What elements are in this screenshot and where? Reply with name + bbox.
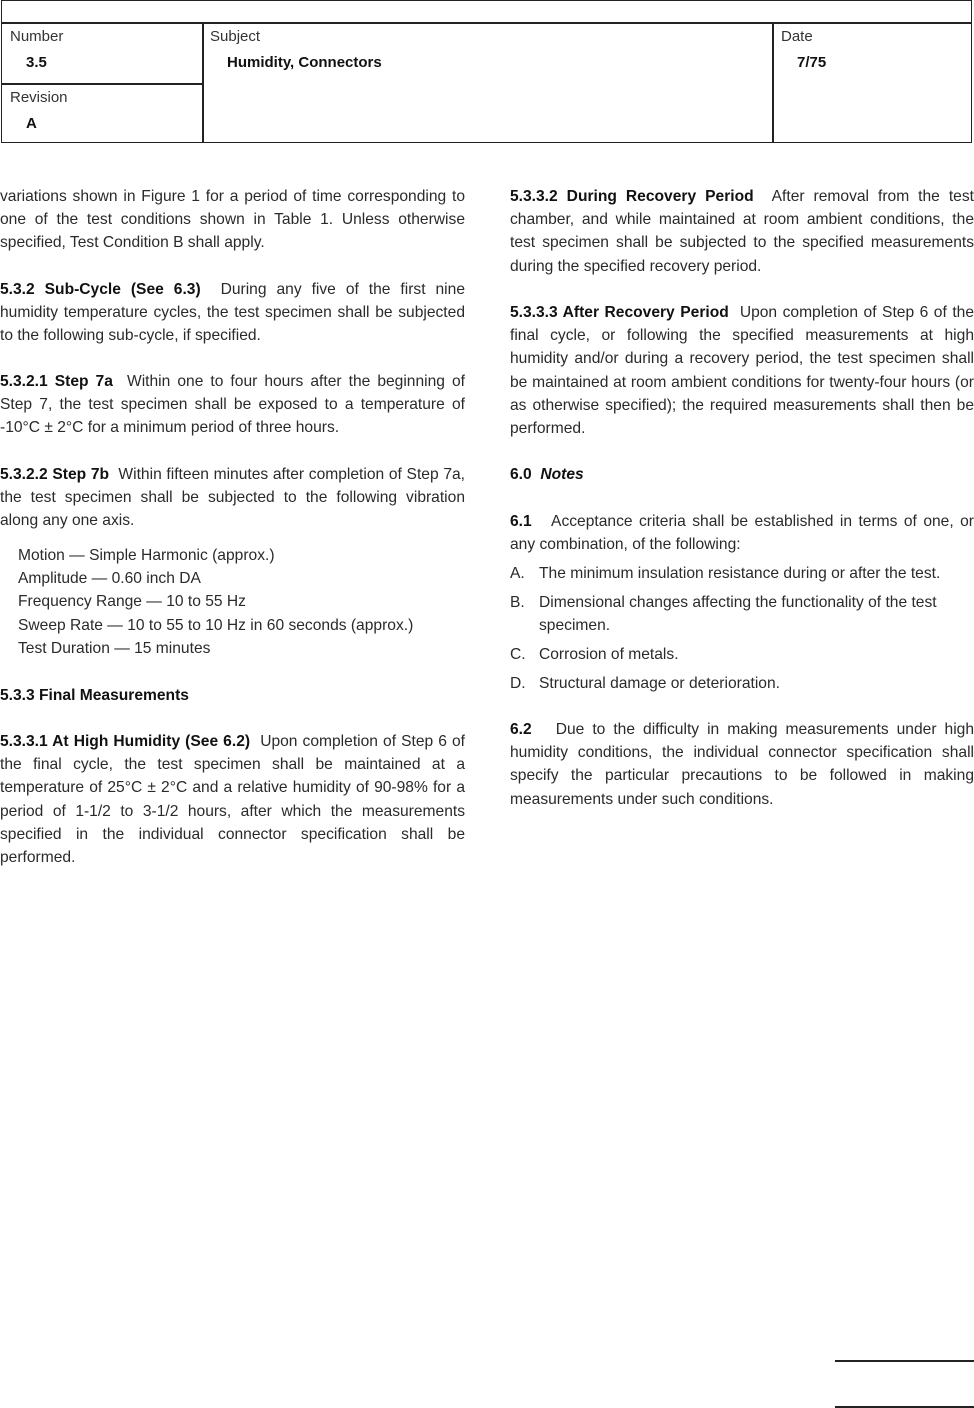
section-5-3-2-1 (0, 370, 465, 440)
section-5-3-2-2 (0, 463, 465, 533)
section-6-1 (510, 510, 974, 556)
list-key: A. (510, 565, 525, 582)
revision-value: A (26, 115, 37, 132)
divider (772, 22, 774, 143)
section-text: Upon completion of Step 6 of the final cycle, or following the specified measurements at high humidity and/or during a recovery period, the test specimen shall be maintained at room ambient conditions for twenty-four hours (or as otherwise specified); the required measurements shall then be performed. (510, 304, 974, 438)
section-heading: 5.3.3.1 At High Humidity (See 6.2) (0, 733, 251, 750)
subject-label: Subject (210, 28, 261, 45)
section-heading: 5.3.2.1 Step 7a (0, 373, 113, 390)
vibration-list (18, 544, 468, 660)
list-item (510, 643, 974, 666)
section-text: After removal from the test chamber, and while maintained at room ambient conditions, the test specimen shall be subjected to the specified measurements during the specified recovery period. (510, 188, 974, 275)
date-value: 7/75 (797, 54, 827, 71)
divider (1, 22, 972, 24)
number-value: 3.5 (26, 54, 47, 71)
list-text: The minimum insulation resistance during or after the test. (539, 565, 941, 582)
section-heading: 5.3.3.3 After Recovery Period (510, 304, 729, 321)
date-label: Date (781, 28, 813, 45)
list-item (510, 562, 974, 585)
section-heading: 5.3.2 Sub-Cycle (See 6.3) (0, 281, 201, 298)
list-item: Motion — Simple Harmonic (approx.) (18, 547, 275, 564)
section-text: During any five of the first nine humidity temperature cycles, the test specimen shall be subjected to the following sub-cycle, if specified. (0, 281, 465, 345)
section-heading: 5.3.2.2 Step 7b (0, 466, 110, 483)
section-6-0 (510, 463, 974, 486)
list-item (510, 591, 974, 637)
section-text: Acceptance criteria shall be established in terms of one, or any combination, of the following: (510, 513, 974, 554)
list-item: Sweep Rate — 10 to 55 to 10 Hz in 60 seconds (approx.) (18, 616, 414, 634)
divider (1, 83, 203, 85)
section-text: Within fifteen minutes after completion of Step 7a, the test specimen shall be subjected to the following vibration along any one axis. (0, 466, 465, 530)
section-heading: 6.2 (510, 721, 532, 738)
list-key: D. (510, 675, 526, 692)
list-item: Amplitude — 0.60 inch DA (18, 570, 201, 588)
footer-rule (835, 1406, 974, 1408)
list-key: C. (510, 646, 526, 663)
section-5-3-3-3 (510, 301, 974, 440)
section-6-2 (510, 718, 974, 811)
section-text: Within one to four hours after the beginning of Step 7, the test specimen shall be exposed to a temperature of -10°C ± 2°C for a minimum period of three hours. (0, 373, 466, 437)
list-text: Dimensional changes affecting the functionality of the test specimen. (539, 594, 937, 635)
paragraph: variations shown in Figure 1 for a period of time corresponding to one of the test conditions shown in Table 1. Unless otherwise specified, Test Condition B shall apply. (0, 188, 465, 252)
list-item: Test Duration — 15 minutes (18, 639, 211, 657)
section-5-3-3-1 (0, 730, 465, 869)
section-5-3-2 (0, 278, 465, 348)
section-number: 6.0 (510, 466, 532, 483)
section-5-3-3 (0, 684, 465, 707)
section-text: Upon completion of Step 6 of the final cycle, the test specimen shall be maintained at a temperature of 25°C ± 2°C and a relative humidity of 90-98% for a period of 1-1/2 to 3-1/2 hours, after which the measurements specified in the individual connector specification shall be performed. (0, 733, 465, 867)
list-key: B. (510, 594, 525, 611)
section-heading: 5.3.3.2 During Recovery Period (510, 188, 754, 205)
number-label: Number (10, 28, 64, 45)
list-text: Corrosion of metals. (539, 646, 679, 663)
section-text: Due to the difficulty in making measurements under high humidity conditions, the individual connector specification shall specify the particular precautions to be followed in making measurements under such conditions. (510, 721, 974, 808)
list-item (510, 672, 974, 695)
list-text: Structural damage or deterioration. (539, 675, 780, 692)
section-heading: 6.1 (510, 513, 532, 530)
list-item: Frequency Range — 10 to 55 Hz (18, 593, 246, 611)
revision-label: Revision (10, 89, 68, 106)
section-5-3-3-2 (510, 185, 974, 278)
section-heading: 5.3.3 Final Measurements (0, 687, 189, 704)
footer-rule (835, 1360, 974, 1362)
section-heading: Notes (540, 466, 584, 483)
subject-value: Humidity, Connectors (227, 54, 382, 71)
